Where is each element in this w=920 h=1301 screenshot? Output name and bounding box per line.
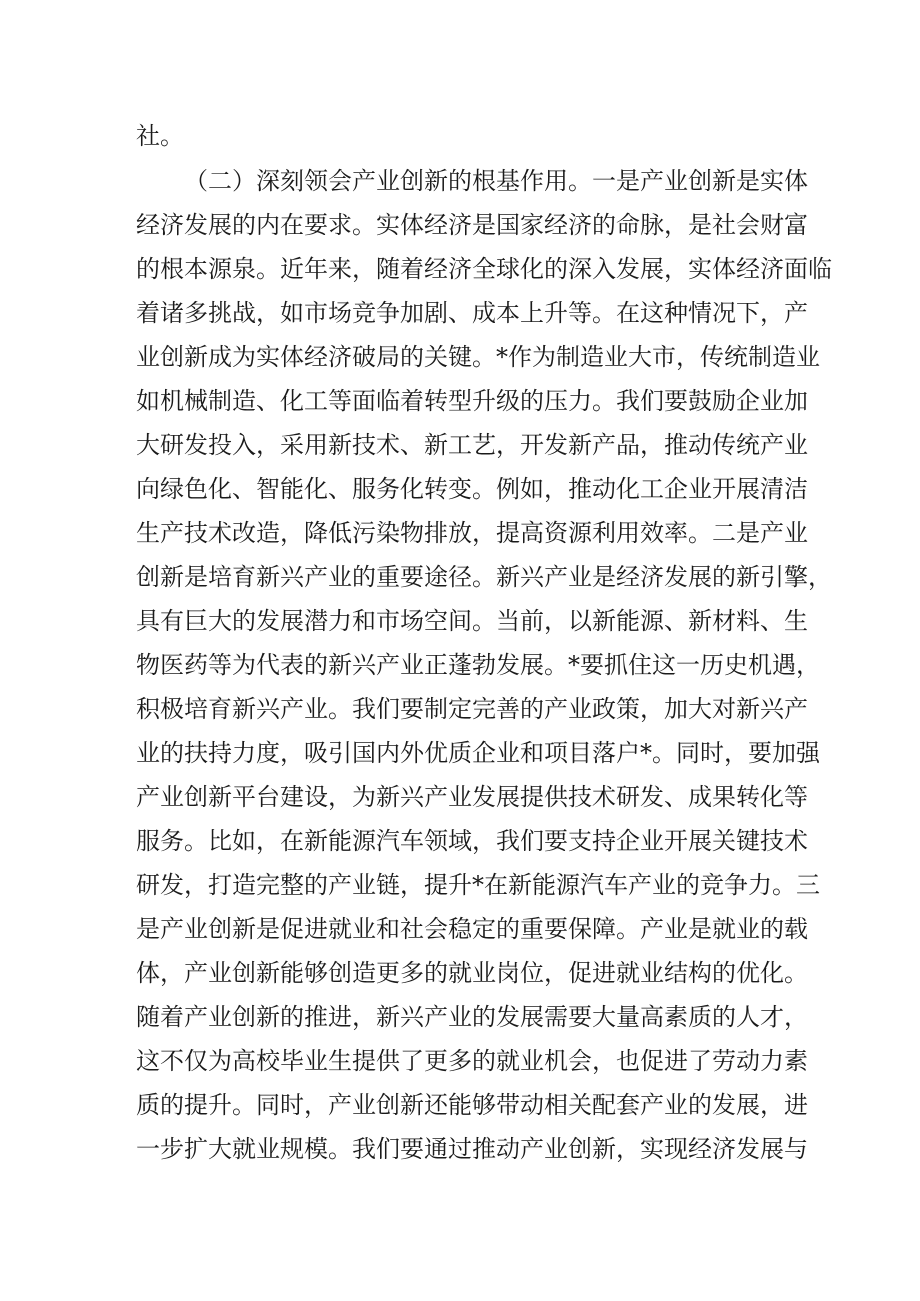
- text-line: 研发，打造完整的产业链，提升*在新能源汽车产业的竞争力。三: [136, 871, 820, 899]
- text-line: 如机械制造、化工等面临着转型升级的压力。我们要鼓励企业加: [136, 387, 808, 415]
- text-line: 随着产业创新的推进，新兴产业的发展需要大量高素质的人才，: [136, 1003, 808, 1031]
- text-line: 的根本源泉。近年来，随着经济全球化的深入发展，实体经济面临: [136, 255, 832, 283]
- text-line: 大研发投入，采用新技术、新工艺，开发新产品，推动传统产业: [136, 431, 808, 459]
- text-line: 产业创新平台建设，为新兴产业发展提供技术研发、成果转化等: [136, 783, 808, 811]
- text-line: 一步扩大就业规模。我们要通过推动产业创新，实现经济发展与: [136, 1135, 808, 1163]
- text-line: 体，产业创新能够创造更多的就业岗位，促进就业结构的优化。: [136, 959, 808, 987]
- text-line: 业创新成为实体经济破局的关键。*作为制造业大市，传统制造业: [136, 343, 820, 371]
- text-line: 着诸多挑战，如市场竞争加剧、成本上升等。在这种情况下，产: [136, 299, 808, 327]
- text-line: 质的提升。同时，产业创新还能够带动相关配套产业的发展，进: [136, 1091, 808, 1119]
- text-line: 向绿色化、智能化、服务化转变。例如，推动化工企业开展清洁: [136, 475, 808, 503]
- text-line: 这不仅为高校毕业生提供了更多的就业机会，也促进了劳动力素: [136, 1047, 808, 1075]
- text-line: 业的扶持力度，吸引国内外优质企业和项目落户*。同时，要加强: [136, 739, 820, 767]
- text-line: 具有巨大的发展潜力和市场空间。当前，以新能源、新材料、生: [136, 607, 808, 635]
- paragraph-heading-line: （二）深刻领会产业创新的根基作用。一是产业创新是实体: [184, 167, 808, 195]
- text-line: 创新是培育新兴产业的重要途径。新兴产业是经济发展的新引擎，: [136, 563, 832, 591]
- text-line: 社。: [136, 122, 184, 150]
- text-line: 服务。比如，在新能源汽车领域，我们要支持企业开展关键技术: [136, 827, 808, 855]
- text-line: 是产业创新是促进就业和社会稳定的重要保障。产业是就业的载: [136, 915, 808, 943]
- text-line: 物医药等为代表的新兴产业正蓬勃发展。*要抓住这一历史机遇，: [136, 651, 820, 679]
- text-line: 经济发展的内在要求。实体经济是国家经济的命脉，是社会财富: [136, 211, 808, 239]
- text-line: 积极培育新兴产业。我们要制定完善的产业政策，加大对新兴产: [136, 695, 808, 723]
- text-line: 生产技术改造，降低污染物排放，提高资源利用效率。二是产业: [136, 519, 808, 547]
